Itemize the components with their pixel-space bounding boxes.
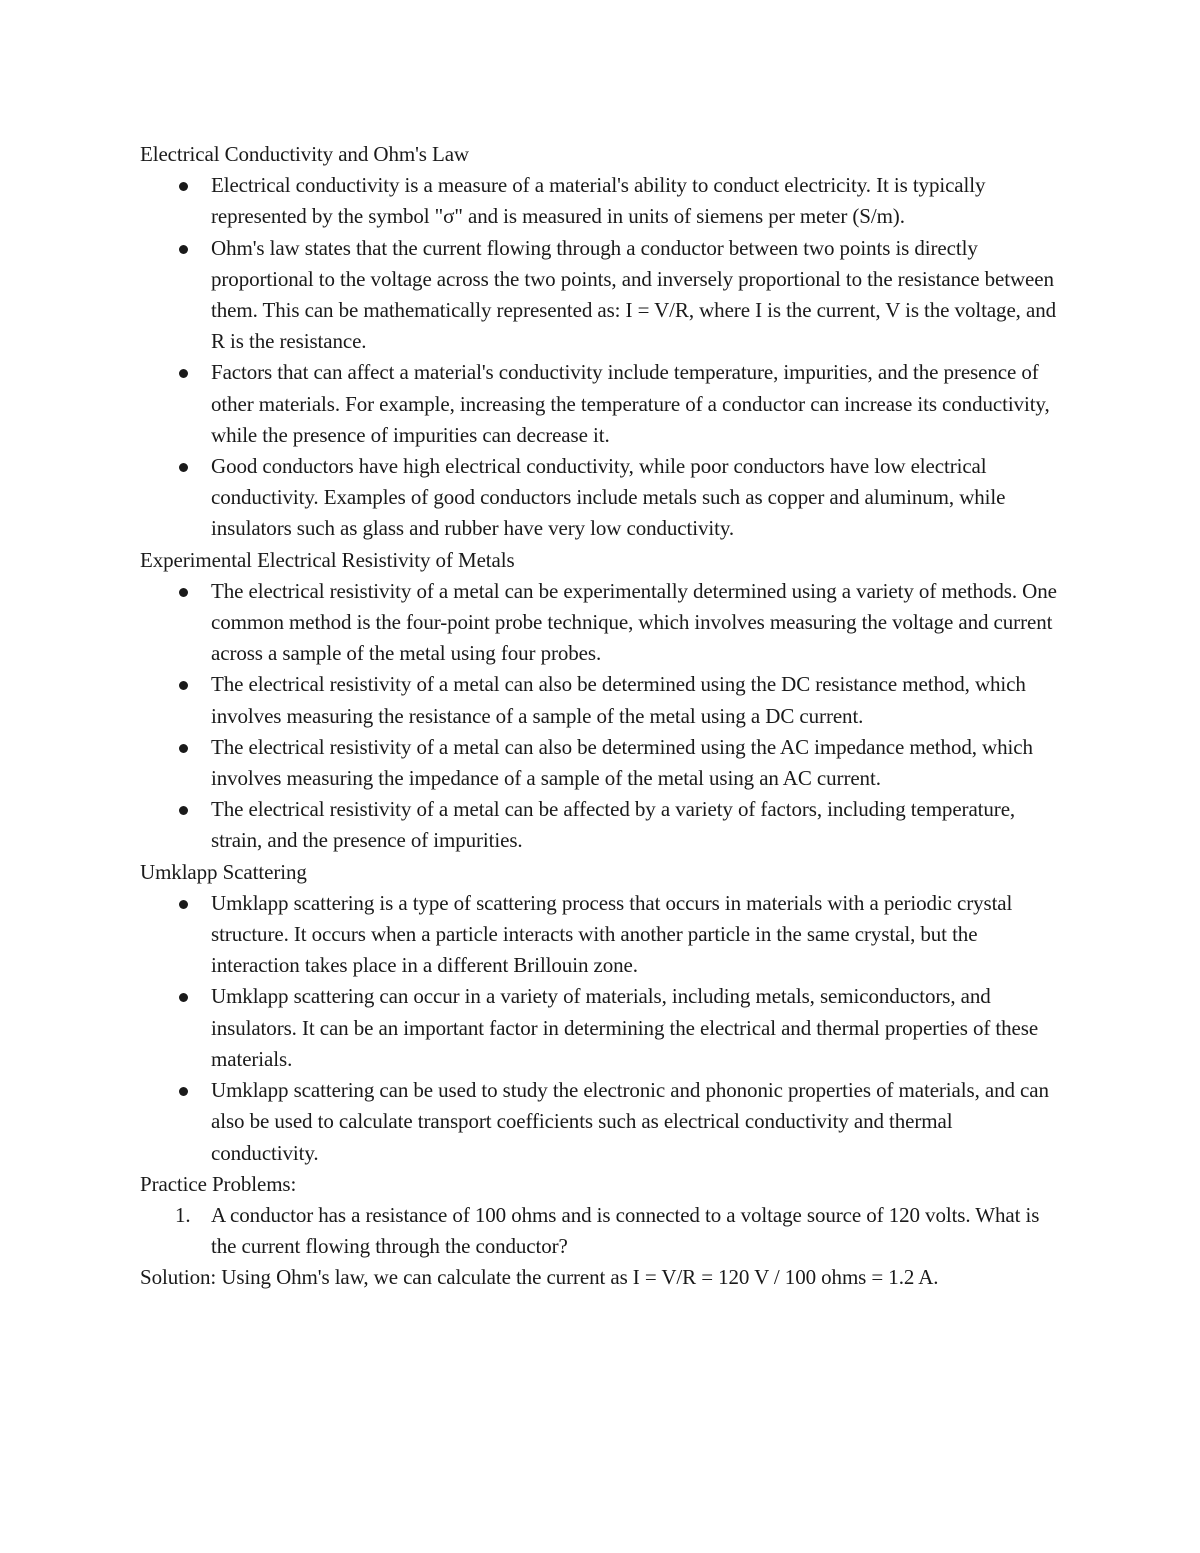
item-number: 1.	[175, 1202, 191, 1227]
list-item-text: Umklapp scattering is a type of scattering process that occurs in materials with a periodic crystal structure. It occurs when a particle interacts with another particle in the same crystal, but the interaction takes place in a different Brillouin zone.	[211, 890, 1013, 978]
bullet-list	[140, 170, 1065, 544]
bullet-icon	[179, 369, 188, 378]
list-item-text: Good conductors have high electrical conductivity, while poor conductors have low electrical conductivity. Examples of good conductors include metals such as copper and aluminum, while insulators such as glass and rubber have very low conductivity.	[211, 454, 1006, 541]
list-item-text: The electrical resistivity of a metal can be experimentally determined using a variety of methods. One common method is the four-point probe technique, which involves measuring the voltage and current across a sample of the metal using four probes.	[211, 578, 1057, 666]
list-item-text: The electrical resistivity of a metal can also be determined using the DC resistance method, which involves measuring the resistance of a sample of the metal using a DC current.	[211, 672, 1026, 728]
list-item	[211, 1075, 1065, 1169]
list-item	[211, 357, 1065, 451]
list-item	[211, 732, 1065, 794]
list-item	[211, 981, 1065, 1075]
bullet-icon	[179, 1087, 188, 1096]
list-item-text: The electrical resistivity of a metal can also be determined using the AC impedance method, which involves measuring the impedance of a sample of the metal using an AC current.	[211, 734, 1033, 791]
list-item-text: The electrical resistivity of a metal can be affected by a variety of factors, including temperature, strain, and the presence of impurities.	[211, 797, 1016, 853]
list-item	[211, 451, 1065, 545]
numbered-list	[140, 1200, 1065, 1262]
bullet-icon	[179, 900, 188, 909]
section-heading: Practice Problems:	[140, 1171, 297, 1196]
bullet-list	[140, 576, 1065, 857]
section-heading: Umklapp Scattering	[140, 859, 307, 884]
list-item	[211, 669, 1065, 731]
bullet-icon	[179, 182, 188, 191]
section-umklapp	[140, 857, 1065, 1169]
bullet-icon	[179, 993, 188, 1002]
list-item-text: Factors that can affect a material's conductivity include temperature, impurities, and the presence of other materials. For example, increasing the temperature of a conductor can increase its conductivity, while the presence of impurities can decrease it.	[211, 360, 1050, 447]
list-item	[211, 233, 1065, 358]
list-item	[211, 576, 1065, 670]
section-heading: Electrical Conductivity and Ohm's Law	[140, 142, 469, 166]
bullet-icon	[179, 806, 188, 815]
list-item	[211, 170, 1065, 232]
list-item	[211, 794, 1065, 856]
bullet-icon	[179, 463, 188, 472]
list-item-text: Ohm's law states that the current flowing through a conductor between two points is directly proportional to the voltage across the two points, and inversely proportional to the resistance between them. This can be mathematically represented as: I = V/R, where I is the current, V is the voltage, and R is the resistance.	[211, 235, 1056, 354]
document-page	[140, 139, 1065, 1294]
bullet-icon	[179, 681, 188, 690]
bullet-icon	[179, 245, 188, 254]
section-conductivity	[140, 139, 1065, 545]
list-item-text: A conductor has a resistance of 100 ohms and is connected to a voltage source of 120 volts. What is the current flowing through the conductor?	[211, 1202, 1040, 1259]
bullet-list	[140, 888, 1065, 1169]
section-resistivity	[140, 545, 1065, 857]
bullet-icon	[179, 588, 188, 597]
list-item	[175, 1200, 1065, 1262]
section-practice	[140, 1169, 1065, 1294]
list-item-text: Electrical conductivity is a measure of a material's ability to conduct electricity. It is typically represented by the symbol "σ" and is measured in units of siemens per meter (S/m).	[211, 173, 986, 229]
list-item-text: Umklapp scattering can be used to study the electronic and phononic properties of materials, and can also be used to calculate transport coefficients such as electrical conductivity and thermal conductivity.	[211, 1078, 1049, 1165]
solution-text: Solution: Using Ohm's law, we can calculate the current as I = V/R = 120 V / 100 ohms = 1.2 A.	[140, 1265, 939, 1290]
list-item	[211, 888, 1065, 982]
list-item-text: Umklapp scattering can occur in a variety of materials, including metals, semiconductors, and insulators. It can be an important factor in determining the electrical and thermal properties of these materials.	[211, 984, 1039, 1071]
section-heading: Experimental Electrical Resistivity of Metals	[140, 547, 515, 572]
bullet-icon	[179, 744, 188, 753]
